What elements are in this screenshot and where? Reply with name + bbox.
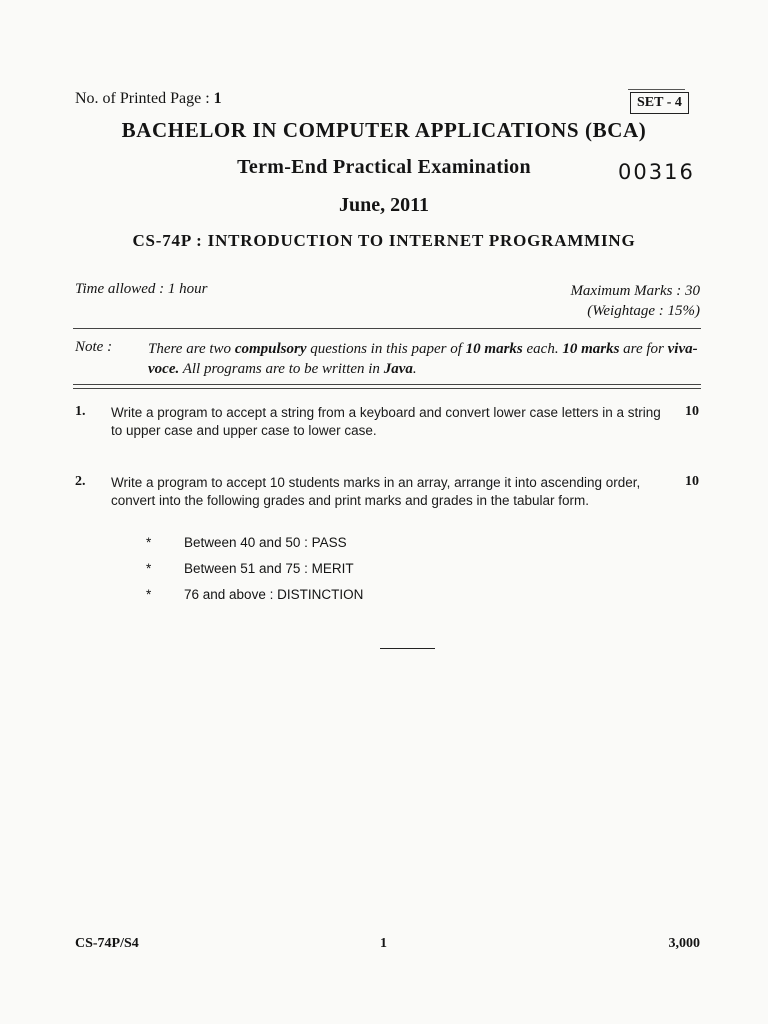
weightage: (Weightage : 15%) — [587, 303, 700, 319]
question-number: 2. — [75, 474, 86, 489]
note-emphasis: 10 marks — [562, 341, 620, 357]
max-marks: Maximum Marks : 30 — [570, 283, 700, 299]
degree-title: BACHELOR IN COMPUTER APPLICATIONS (BCA) — [121, 118, 647, 142]
note-part: All programs are to be written in — [179, 361, 384, 377]
note-emphasis: 10 marks — [465, 341, 523, 357]
footer-code: CS-74P/S4 — [75, 936, 139, 951]
bullet-star: * — [146, 587, 152, 602]
paper-code: 00316 — [618, 160, 695, 184]
set-badge: SET - 4 — [630, 92, 689, 114]
grade-item-text: Between 40 and 50 : PASS — [184, 535, 347, 550]
note-emphasis: viva-voce. — [148, 341, 698, 377]
note-label: Note : — [75, 339, 113, 355]
note-part: each. — [522, 341, 563, 357]
note-text — [148, 339, 704, 379]
grade-item-text: Between 51 and 75 : MERIT — [184, 561, 354, 576]
marks-block — [570, 281, 700, 321]
bullet-star: * — [146, 535, 152, 550]
question-marks: 10 — [685, 474, 699, 489]
end-rule — [380, 648, 435, 649]
grade-list — [146, 534, 363, 612]
question-text: Write a program to accept 10 students marks in an array, arrange it into ascending order, convert into the following grades and print marks and grades in the tabular form. — [111, 475, 641, 508]
question-text: Write a program to accept a string from a keyboard and convert lower case letters in a string to upper case and upper case to lower case. — [111, 405, 661, 438]
course-title: CS-74P : INTRODUCTION TO INTERNET PROGRAMMING — [132, 231, 636, 250]
note-emphasis: Java — [383, 361, 413, 377]
print-copies: 3,000 — [668, 936, 700, 951]
note-emphasis: compulsory — [234, 341, 307, 357]
divider-top — [73, 328, 701, 329]
printed-pages — [75, 90, 222, 108]
divider-note-1 — [73, 384, 701, 385]
printed-pages-count: 1 — [213, 90, 222, 107]
note-part: are for — [619, 341, 668, 357]
grade-item — [146, 534, 363, 560]
bullet-star: * — [146, 561, 152, 576]
grade-item-text: 76 and above : DISTINCTION — [184, 587, 364, 602]
note-part: questions in this paper of — [306, 341, 466, 357]
note-part: . — [412, 361, 417, 377]
printed-pages-prefix: No. of Printed Page : — [75, 90, 214, 107]
page-number: 1 — [380, 936, 387, 951]
exam-title: Term-End Practical Examination — [237, 156, 531, 178]
grade-item — [146, 586, 363, 612]
question-marks: 10 — [685, 404, 699, 419]
grade-item — [146, 560, 363, 586]
time-allowed: Time allowed : 1 hour — [75, 281, 208, 297]
note-part: There are two — [148, 341, 235, 357]
question-number: 1. — [75, 404, 86, 419]
divider-note-2 — [73, 388, 701, 389]
exam-session: June, 2011 — [338, 194, 430, 216]
